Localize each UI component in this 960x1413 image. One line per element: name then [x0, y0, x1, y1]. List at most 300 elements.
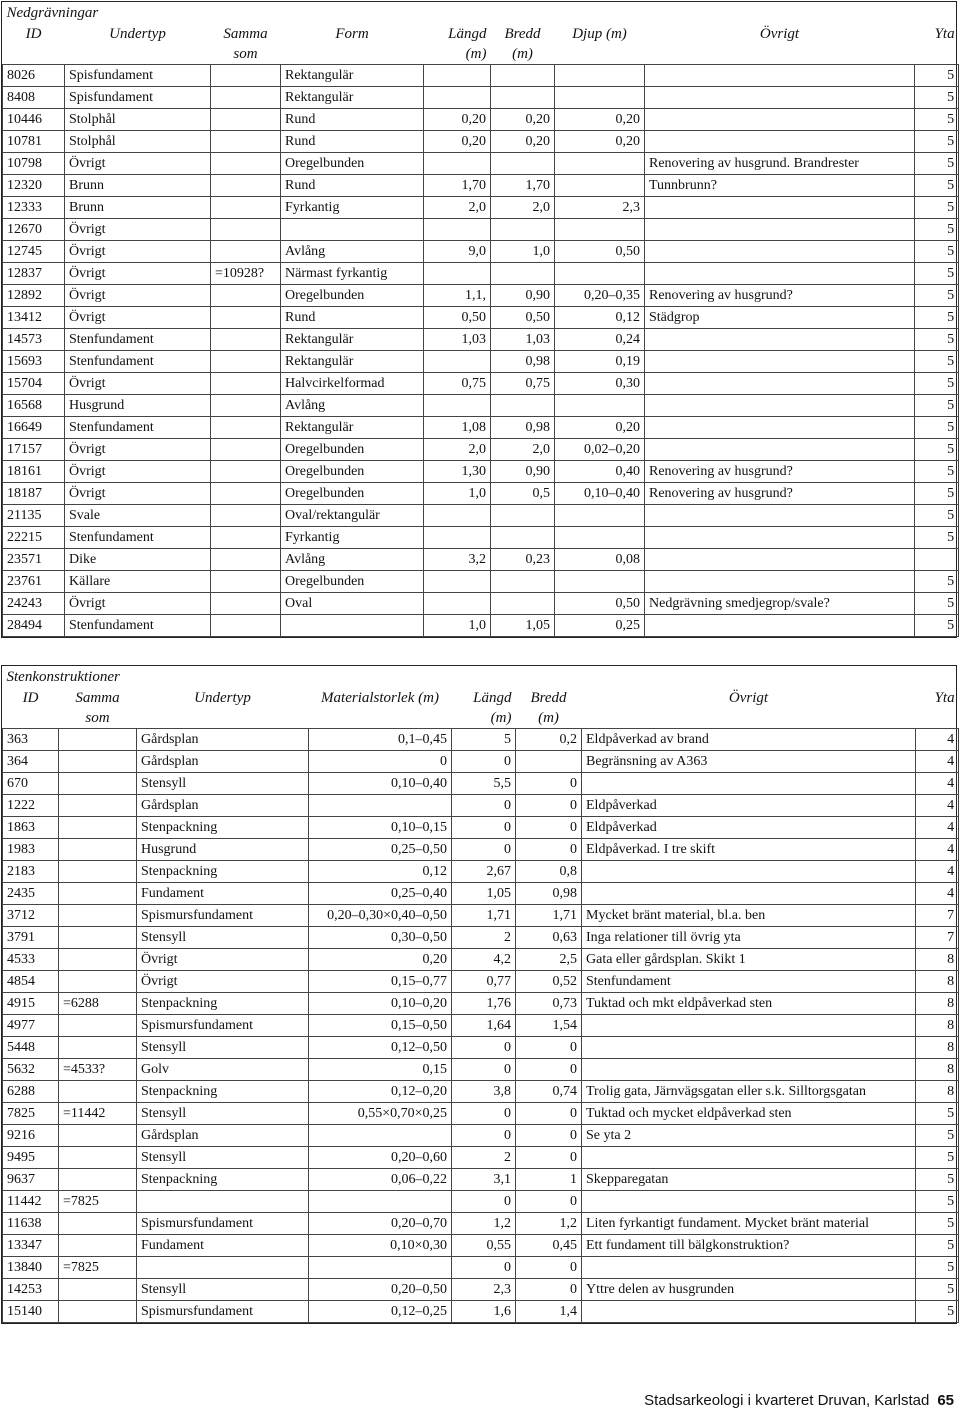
- cell-id: 5632: [3, 1059, 59, 1081]
- cell-langd: 4,2: [452, 949, 516, 971]
- cell-djup: [555, 505, 645, 527]
- cell-ovrigt: [645, 351, 915, 373]
- cell-materialstorlek: [309, 1191, 452, 1213]
- cell-undertyp: Stenfundament: [65, 351, 211, 373]
- cell-ovrigt: Gata eller gårdsplan. Skikt 1: [582, 949, 916, 971]
- cell-langd: 0: [452, 1257, 516, 1279]
- cell-langd: [424, 65, 491, 87]
- cell-undertyp: Stolphål: [65, 131, 211, 153]
- cell-samma-som: [59, 1213, 137, 1235]
- cell-materialstorlek: 0,12–0,25: [309, 1301, 452, 1323]
- cell-yta: 5: [915, 65, 959, 87]
- cell-bredd: 0,98: [491, 351, 555, 373]
- cell-materialstorlek: 0,20–0,50: [309, 1279, 452, 1301]
- cell-ovrigt: [645, 241, 915, 263]
- cell-form: Oregelbunden: [281, 285, 424, 307]
- cell-bredd: 2,0: [491, 439, 555, 461]
- cell-langd: 1,08: [424, 417, 491, 439]
- cell-yta: 5: [916, 1191, 959, 1213]
- cell-djup: 0,02–0,20: [555, 439, 645, 461]
- cell-id: 18187: [3, 483, 65, 505]
- cell-langd: 0: [452, 1059, 516, 1081]
- cell-djup: [555, 527, 645, 549]
- cell-yta: 5: [915, 131, 959, 153]
- table-row: [3, 1103, 959, 1125]
- cell-langd: 9,0: [424, 241, 491, 263]
- cell-yta: 5: [915, 439, 959, 461]
- cell-id: 8408: [3, 87, 65, 109]
- cell-id: 14573: [3, 329, 65, 351]
- cell-djup: 0,20: [555, 417, 645, 439]
- cell-bredd: 0,8: [516, 861, 582, 883]
- cell-djup: 2,3: [555, 197, 645, 219]
- cell-bredd: 0: [516, 1059, 582, 1081]
- cell-ovrigt: Städgrop: [645, 307, 915, 329]
- cell-bredd: 0: [516, 1147, 582, 1169]
- cell-undertyp: Stenpackning: [137, 993, 309, 1015]
- table-row: [3, 131, 959, 153]
- cell-undertyp: Stenfundament: [65, 615, 211, 637]
- col-header-bredd: Bredd (m): [530, 690, 567, 726]
- cell-djup: [555, 65, 645, 87]
- cell-bredd: 1,2: [516, 1213, 582, 1235]
- cell-form: Rund: [281, 175, 424, 197]
- cell-materialstorlek: 0,15–0,77: [309, 971, 452, 993]
- cell-undertyp: Stolphål: [65, 109, 211, 131]
- cell-yta: 8: [916, 993, 959, 1015]
- cell-undertyp: Övrigt: [65, 593, 211, 615]
- col-header-samma: Samma som: [75, 690, 120, 726]
- cell-bredd: 0,2: [516, 729, 582, 751]
- cell-langd: 0,77: [452, 971, 516, 993]
- cell-djup: 0,40: [555, 461, 645, 483]
- cell-undertyp: Övrigt: [65, 241, 211, 263]
- cell-id: 3791: [3, 927, 59, 949]
- table-row: [3, 307, 959, 329]
- cell-form: Oregelbunden: [281, 153, 424, 175]
- table-row: [3, 109, 959, 131]
- cell-yta: 5: [915, 351, 959, 373]
- cell-id: 11638: [3, 1213, 59, 1235]
- cell-materialstorlek: 0,10–0,40: [309, 773, 452, 795]
- cell-langd: 2,67: [452, 861, 516, 883]
- cell-ovrigt: [582, 1301, 916, 1323]
- cell-id: 23571: [3, 549, 65, 571]
- table-row: [3, 1235, 959, 1257]
- cell-bredd: 0: [516, 817, 582, 839]
- cell-materialstorlek: [309, 795, 452, 817]
- cell-undertyp: Stensyll: [137, 1103, 309, 1125]
- cell-yta: 4: [916, 729, 959, 751]
- cell-yta: 8: [916, 1015, 959, 1037]
- cell-undertyp: Övrigt: [65, 153, 211, 175]
- cell-yta: 8: [916, 1037, 959, 1059]
- cell-samma-som: [211, 219, 281, 241]
- cell-bredd: [516, 751, 582, 773]
- cell-ovrigt: [645, 571, 915, 593]
- cell-undertyp: Övrigt: [65, 285, 211, 307]
- cell-ovrigt: Tunnbrunn?: [645, 175, 915, 197]
- cell-ovrigt: Liten fyrkantigt fundament. Mycket bränt material: [582, 1213, 916, 1235]
- cell-id: 4854: [3, 971, 59, 993]
- cell-djup: 0,50: [555, 241, 645, 263]
- table-row: [3, 971, 959, 993]
- cell-samma-som: [59, 1015, 137, 1037]
- cell-yta: 5: [915, 241, 959, 263]
- cell-samma-som: [211, 505, 281, 527]
- cell-langd: 1,05: [452, 883, 516, 905]
- table-row: [3, 1125, 959, 1147]
- cell-id: 11442: [3, 1191, 59, 1213]
- cell-langd: 1,2: [452, 1213, 516, 1235]
- cell-yta: 5: [916, 1147, 959, 1169]
- cell-form: Oregelbunden: [281, 439, 424, 461]
- cell-langd: [424, 593, 491, 615]
- cell-bredd: [491, 65, 555, 87]
- table-row: [3, 615, 959, 637]
- table-row: [3, 883, 959, 905]
- table-row: [3, 417, 959, 439]
- cell-samma-som: [211, 175, 281, 197]
- cell-langd: 1,6: [452, 1301, 516, 1323]
- section-title: Stenkonstruktioner: [6, 669, 120, 685]
- cell-samma-som: [211, 307, 281, 329]
- cell-samma-som: [59, 795, 137, 817]
- cell-djup: 0,24: [555, 329, 645, 351]
- cell-bredd: 0,75: [491, 373, 555, 395]
- cell-ovrigt: [645, 373, 915, 395]
- cell-yta: 8: [916, 1081, 959, 1103]
- cell-form: Avlång: [281, 241, 424, 263]
- cell-samma-som: [59, 751, 137, 773]
- cell-bredd: 0,74: [516, 1081, 582, 1103]
- cell-yta: 5: [915, 219, 959, 241]
- cell-undertyp: Stenfundament: [65, 329, 211, 351]
- table-row: [3, 527, 959, 549]
- cell-form: Rund: [281, 109, 424, 131]
- cell-undertyp: Husgrund: [137, 839, 309, 861]
- cell-samma-som: [211, 285, 281, 307]
- cell-samma-som: [211, 527, 281, 549]
- table-row: [3, 1147, 959, 1169]
- table-row: [3, 593, 959, 615]
- cell-langd: 2: [452, 927, 516, 949]
- cell-bredd: 0: [516, 1125, 582, 1147]
- cell-yta: 5: [915, 593, 959, 615]
- cell-ovrigt: Tuktad och mkt eldpåverkad sten: [582, 993, 916, 1015]
- table-row: [3, 351, 959, 373]
- cell-langd: 0: [452, 1103, 516, 1125]
- cell-undertyp: Stenfundament: [65, 527, 211, 549]
- cell-samma-som: [211, 197, 281, 219]
- cell-bredd: [491, 263, 555, 285]
- cell-undertyp: Fundament: [137, 1235, 309, 1257]
- cell-samma-som: [211, 87, 281, 109]
- cell-ovrigt: Nedgrävning smedjegrop/svale?: [645, 593, 915, 615]
- table-row: [3, 87, 959, 109]
- stenkonstruktioner-body: [3, 729, 959, 1323]
- cell-yta: 4: [916, 883, 959, 905]
- cell-samma-som: [59, 1169, 137, 1191]
- cell-djup: [555, 219, 645, 241]
- table-row: [3, 839, 959, 861]
- cell-yta: 4: [916, 839, 959, 861]
- cell-bredd: 1,70: [491, 175, 555, 197]
- cell-samma-som: =7825: [59, 1191, 137, 1213]
- cell-langd: 0,55: [452, 1235, 516, 1257]
- cell-undertyp: Övrigt: [65, 439, 211, 461]
- cell-undertyp: Gårdsplan: [137, 751, 309, 773]
- nedgravningar-section: [1, 1, 957, 638]
- cell-form: Halvcirkelformad: [281, 373, 424, 395]
- cell-langd: 1,64: [452, 1015, 516, 1037]
- cell-form: Avlång: [281, 395, 424, 417]
- cell-ovrigt: [645, 527, 915, 549]
- cell-bredd: 2,0: [491, 197, 555, 219]
- cell-yta: 5: [915, 615, 959, 637]
- cell-bredd: 0,63: [516, 927, 582, 949]
- cell-djup: 0,20–0,35: [555, 285, 645, 307]
- table-row: [3, 153, 959, 175]
- cell-undertyp: Stensyll: [137, 1037, 309, 1059]
- cell-id: 9216: [3, 1125, 59, 1147]
- cell-id: 28494: [3, 615, 65, 637]
- cell-samma-som: [59, 949, 137, 971]
- cell-id: 10798: [3, 153, 65, 175]
- cell-ovrigt: [582, 1257, 916, 1279]
- cell-id: 5448: [3, 1037, 59, 1059]
- cell-yta: 5: [915, 571, 959, 593]
- cell-ovrigt: Begränsning av A363: [582, 751, 916, 773]
- table-row: [3, 1257, 959, 1279]
- cell-ovrigt: Inga relationer till övrig yta: [582, 927, 916, 949]
- cell-undertyp: Stenfundament: [65, 417, 211, 439]
- table-row: [3, 549, 959, 571]
- cell-langd: 1,03: [424, 329, 491, 351]
- cell-ovrigt: [582, 1147, 916, 1169]
- cell-materialstorlek: 0,20: [309, 949, 452, 971]
- cell-yta: 5: [915, 373, 959, 395]
- cell-yta: 5: [915, 153, 959, 175]
- cell-yta: 5: [915, 329, 959, 351]
- cell-id: 12892: [3, 285, 65, 307]
- cell-undertyp: Stensyll: [137, 927, 309, 949]
- cell-id: 8026: [3, 65, 65, 87]
- cell-bredd: 0: [516, 773, 582, 795]
- cell-samma-som: [59, 971, 137, 993]
- cell-ovrigt: [582, 1015, 916, 1037]
- cell-samma-som: =7825: [59, 1257, 137, 1279]
- cell-id: 1983: [3, 839, 59, 861]
- table-row: [3, 1015, 959, 1037]
- cell-samma-som: [59, 1037, 137, 1059]
- cell-bredd: 0: [516, 1103, 582, 1125]
- footer-title: Stadsarkeologi i kvarteret Druvan, Karlstad: [644, 1392, 930, 1409]
- cell-form: Oval/rektangulär: [281, 505, 424, 527]
- cell-langd: 0: [452, 795, 516, 817]
- table-row: [3, 905, 959, 927]
- cell-bredd: 0,73: [516, 993, 582, 1015]
- cell-yta: 5: [915, 307, 959, 329]
- cell-undertyp: Golv: [137, 1059, 309, 1081]
- cell-ovrigt: [645, 65, 915, 87]
- cell-yta: 7: [916, 927, 959, 949]
- cell-materialstorlek: 0,10–0,20: [309, 993, 452, 1015]
- cell-yta: 5: [915, 87, 959, 109]
- cell-form: Närmast fyrkantig: [281, 263, 424, 285]
- table-row: [3, 795, 959, 817]
- cell-undertyp: Övrigt: [65, 461, 211, 483]
- table-row: [3, 861, 959, 883]
- cell-samma-som: [211, 483, 281, 505]
- cell-id: 15693: [3, 351, 65, 373]
- stenkonstruktioner-table: [2, 666, 959, 1323]
- cell-undertyp: [137, 1191, 309, 1213]
- cell-yta: 5: [916, 1301, 959, 1323]
- table-row: [3, 949, 959, 971]
- cell-samma-som: [211, 593, 281, 615]
- col-header-undertyp: Undertyp: [194, 690, 251, 706]
- cell-samma-som: [59, 861, 137, 883]
- table-row: [3, 1213, 959, 1235]
- cell-ovrigt: Skepparegatan: [582, 1169, 916, 1191]
- cell-id: 1222: [3, 795, 59, 817]
- cell-djup: [555, 395, 645, 417]
- cell-form: [281, 219, 424, 241]
- cell-materialstorlek: 0,20–0,60: [309, 1147, 452, 1169]
- cell-ovrigt: Renovering av husgrund?: [645, 461, 915, 483]
- cell-ovrigt: [645, 87, 915, 109]
- cell-id: 10781: [3, 131, 65, 153]
- cell-form: Oregelbunden: [281, 461, 424, 483]
- cell-samma-som: =4533?: [59, 1059, 137, 1081]
- cell-langd: 2: [452, 1147, 516, 1169]
- cell-id: 13412: [3, 307, 65, 329]
- cell-djup: [555, 263, 645, 285]
- cell-langd: [424, 87, 491, 109]
- cell-materialstorlek: 0,25–0,40: [309, 883, 452, 905]
- cell-langd: [424, 351, 491, 373]
- cell-yta: 5: [916, 1103, 959, 1125]
- cell-ovrigt: Eldpåverkad. I tre skift: [582, 839, 916, 861]
- cell-bredd: 1,05: [491, 615, 555, 637]
- col-header-form: Form: [335, 26, 369, 42]
- cell-bredd: [491, 505, 555, 527]
- cell-id: 23761: [3, 571, 65, 593]
- table-row: [3, 505, 959, 527]
- cell-samma-som: [59, 1147, 137, 1169]
- cell-yta: 4: [916, 861, 959, 883]
- nedgravningar-body: [3, 65, 959, 637]
- cell-id: 15140: [3, 1301, 59, 1323]
- cell-undertyp: Brunn: [65, 175, 211, 197]
- cell-djup: 0,08: [555, 549, 645, 571]
- table-row: [3, 483, 959, 505]
- cell-form: Rektangulär: [281, 87, 424, 109]
- cell-yta: 8: [916, 971, 959, 993]
- cell-yta: 5: [915, 417, 959, 439]
- table-row: [3, 197, 959, 219]
- cell-bredd: 2,5: [516, 949, 582, 971]
- cell-samma-som: [59, 729, 137, 751]
- cell-djup: 0,20: [555, 131, 645, 153]
- cell-ovrigt: [645, 131, 915, 153]
- cell-id: 10446: [3, 109, 65, 131]
- cell-undertyp: Övrigt: [65, 219, 211, 241]
- cell-ovrigt: [645, 197, 915, 219]
- cell-form: Avlång: [281, 549, 424, 571]
- cell-samma-som: [211, 549, 281, 571]
- cell-langd: 0: [452, 1125, 516, 1147]
- cell-bredd: 1,03: [491, 329, 555, 351]
- cell-bredd: 1,0: [491, 241, 555, 263]
- table-row: [3, 439, 959, 461]
- cell-yta: 5: [915, 483, 959, 505]
- cell-langd: [424, 263, 491, 285]
- table-row: [3, 1037, 959, 1059]
- cell-djup: [555, 87, 645, 109]
- cell-samma-som: [59, 773, 137, 795]
- cell-ovrigt: [645, 109, 915, 131]
- table-row: [3, 773, 959, 795]
- cell-ovrigt: Mycket bränt material, bl.a. ben: [582, 905, 916, 927]
- cell-djup: [555, 153, 645, 175]
- table-row: [3, 65, 959, 87]
- cell-bredd: 0: [516, 1037, 582, 1059]
- nedgravningar-table: [2, 2, 959, 637]
- cell-form: Fyrkantig: [281, 197, 424, 219]
- page-number: 65: [937, 1392, 954, 1409]
- cell-id: 12745: [3, 241, 65, 263]
- cell-ovrigt: [582, 1037, 916, 1059]
- col-header-yta: Yta: [934, 690, 955, 706]
- cell-id: 364: [3, 751, 59, 773]
- cell-ovrigt: Eldpåverkad av brand: [582, 729, 916, 751]
- col-header-id: ID: [25, 26, 42, 42]
- cell-djup: 0,25: [555, 615, 645, 637]
- cell-samma-som: [59, 839, 137, 861]
- cell-ovrigt: Eldpåverkad: [582, 795, 916, 817]
- cell-samma-som: [59, 1235, 137, 1257]
- cell-samma-som: [59, 1301, 137, 1323]
- cell-ovrigt: [645, 329, 915, 351]
- cell-ovrigt: [582, 773, 916, 795]
- cell-samma-som: =6288: [59, 993, 137, 1015]
- cell-ovrigt: Yttre delen av husgrunden: [582, 1279, 916, 1301]
- cell-langd: 0: [452, 1037, 516, 1059]
- cell-form: Rektangulär: [281, 65, 424, 87]
- cell-ovrigt: [645, 549, 915, 571]
- cell-undertyp: Stenpackning: [137, 1169, 309, 1191]
- cell-materialstorlek: 0,10×0,30: [309, 1235, 452, 1257]
- cell-samma-som: [211, 153, 281, 175]
- cell-form: Fyrkantig: [281, 527, 424, 549]
- cell-bredd: 0,23: [491, 549, 555, 571]
- cell-samma-som: [59, 927, 137, 949]
- cell-materialstorlek: 0,12–0,50: [309, 1037, 452, 1059]
- cell-id: 16649: [3, 417, 65, 439]
- cell-yta: 4: [916, 817, 959, 839]
- cell-samma-som: [211, 65, 281, 87]
- cell-materialstorlek: 0,12: [309, 861, 452, 883]
- cell-djup: 0,30: [555, 373, 645, 395]
- cell-samma-som: [211, 373, 281, 395]
- cell-yta: 4: [916, 751, 959, 773]
- cell-yta: 5: [916, 1235, 959, 1257]
- cell-id: 18161: [3, 461, 65, 483]
- cell-bredd: 1: [516, 1169, 582, 1191]
- cell-id: 17157: [3, 439, 65, 461]
